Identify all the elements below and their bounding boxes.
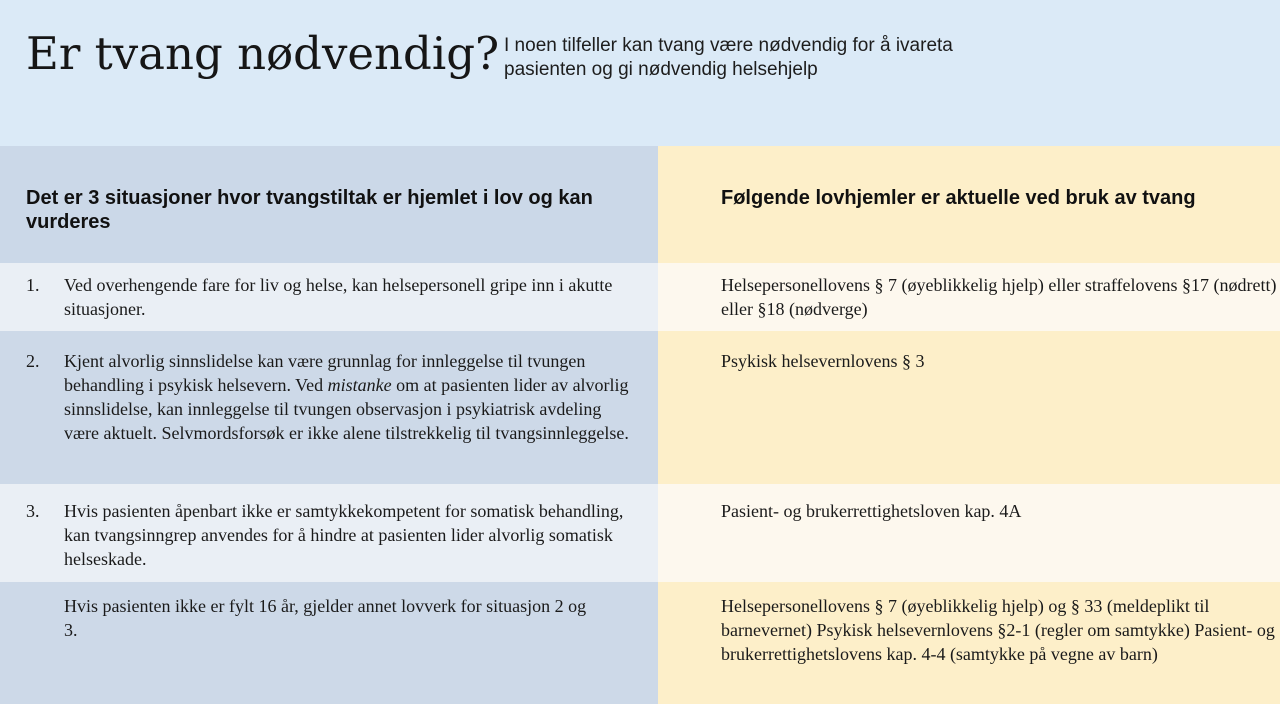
situation-text — [64, 349, 634, 445]
law-cell — [658, 263, 1280, 331]
law-text: Helsepersonellovens § 7 (øyeblikkelig hjelp) eller straffelovens §17 (nødrett) eller §18 (nødverge) — [721, 275, 1277, 319]
right-header-cell — [658, 146, 1280, 263]
law-text: Pasient- og brukerrettighetsloven kap. 4A — [721, 501, 1022, 521]
table-row — [0, 582, 1280, 704]
header-banner — [0, 0, 1280, 146]
situation-cell — [0, 582, 658, 704]
table-header-row — [0, 146, 1280, 263]
situation-text-part: Kjent alvorlig sinnslidelse kan være grunnlag for innleggelse til tvungen behandling i psykisk helsevern. Ved — [64, 351, 586, 395]
page-title: Er tvang nødvendig? — [26, 27, 500, 80]
left-column-heading: Det er 3 situasjoner hvor tvangstiltak er hjemlet i lov og kan vurderes — [26, 187, 593, 233]
row-number: 2. — [26, 351, 40, 371]
row-number: 3. — [26, 501, 40, 521]
situation-cell — [0, 331, 658, 484]
situation-text: Ved overhengende fare for liv og helse, kan helsepersonell gripe inn i akutte situasjoner. — [64, 275, 613, 319]
emphasized-word: mistanke — [327, 375, 392, 395]
situation-cell — [0, 484, 658, 582]
law-text: Psykisk helsevernlovens § 3 — [721, 351, 925, 371]
right-column-heading: Følgende lovhjemler er aktuelle ved bruk av tvang — [721, 187, 1196, 209]
law-cell — [658, 582, 1280, 704]
law-text: Helsepersonellovens § 7 (øyeblikkelig hjelp) og § 33 (meldeplikt til barnevernet) Psykisk helsevernlovens §2-1 (regler om samtykke) Pasient- og brukerrettighetslovens kap. 4-4 (samtykke på vegne av barn) — [721, 596, 1275, 664]
row-number: 1. — [26, 275, 40, 295]
table-row — [0, 263, 1280, 331]
situation-text-part: om at pasienten lider av alvorlig sinnslidelse, kan innleggelse til tvungen observasjon i psykiatrisk avdeling være aktuelt. Selvmordsforsøk er ikke alene tilstrekkelig til tvangsinnleggelse. — [64, 375, 629, 443]
page-subtitle: I noen tilfeller kan tvang være nødvendig for å ivareta pasienten og gi nødvendig helsehjelp — [504, 35, 953, 80]
situation-text: Hvis pasienten ikke er fylt 16 år, gjelder annet lovverk for situasjon 2 og 3. — [64, 596, 587, 640]
table-row — [0, 331, 1280, 484]
law-cell — [658, 484, 1280, 582]
situation-text: Hvis pasienten åpenbart ikke er samtykkekompetent for somatisk behandling, kan tvangsinngrep anvendes for å hindre at pasienten lider alvorlig somatisk helseskade. — [64, 501, 624, 569]
law-cell — [658, 331, 1280, 484]
situation-cell — [0, 263, 658, 331]
table-row — [0, 484, 1280, 582]
left-header-cell — [0, 146, 658, 263]
